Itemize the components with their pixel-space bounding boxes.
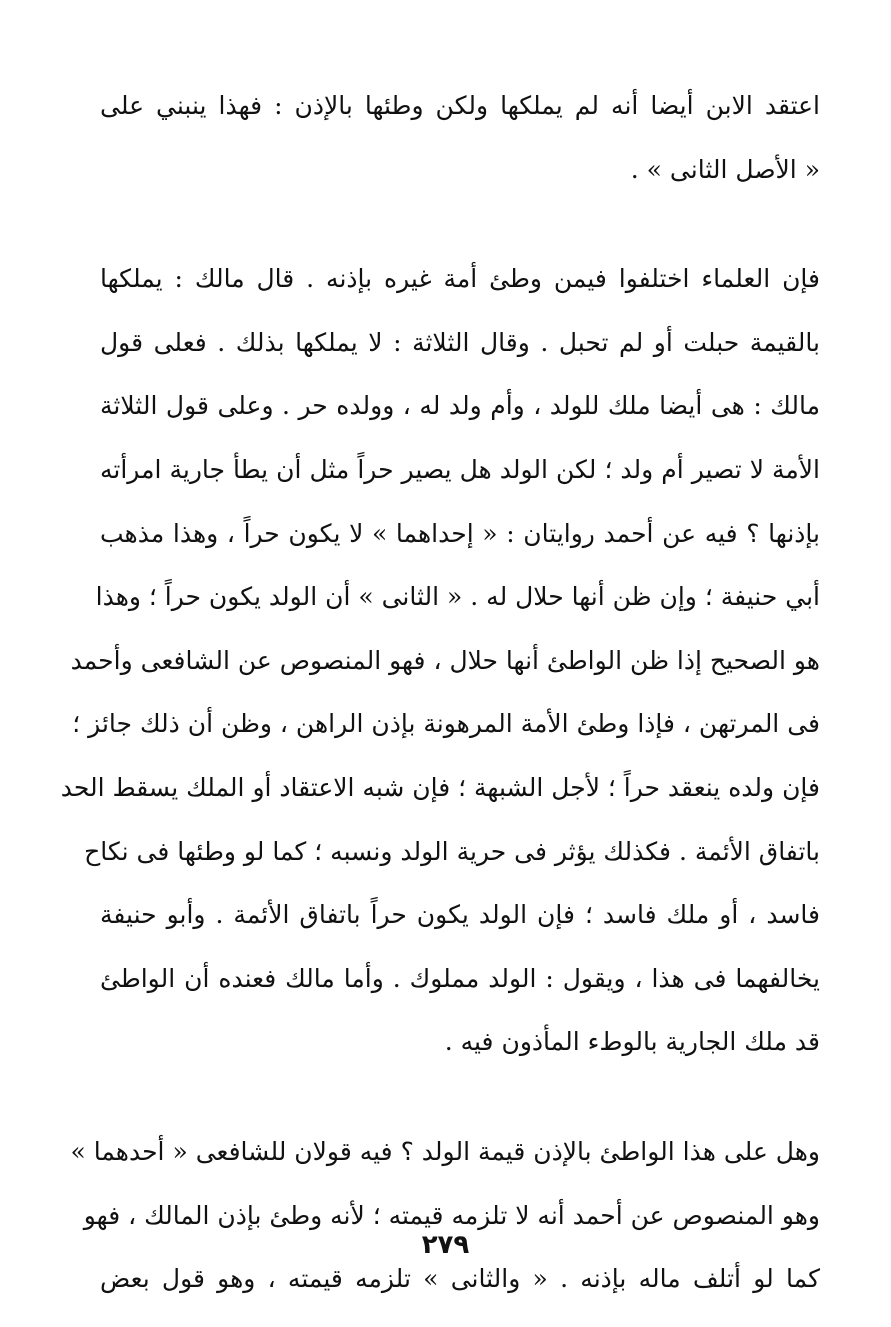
paragraph-spacer <box>100 201 820 247</box>
page-number: ٢٧٩ <box>421 1230 470 1260</box>
text-line: « الأصل الثانى » . <box>630 154 820 184</box>
text-line: بالقيمة حبلت أو لم تحبل . وقال الثلاثة : لا يملكها بذلك . فعلى قول <box>100 327 820 357</box>
text-line: فإن ولده ينعقد حراً ؛ لأجل الشبهة ؛ فإن شبه الاعتقاد أو الملك يسقط الحد <box>60 772 820 802</box>
text-line: كما لو أتلف ماله بإذنه . « والثانى » تلزمه قيمته ، وهو قول بعض <box>100 1264 820 1294</box>
text-line: وهل على هذا الواطئ بالإذن قيمة الولد ؟ فيه قولان للشافعى « أحدهما » <box>70 1136 820 1166</box>
text-line: مالك : هى أيضا ملك للولد ، وأم ولد له ، وولده حر . وعلى قول الثلاثة <box>100 391 820 421</box>
paragraph-3 <box>70 1120 820 1311</box>
paragraph-2 <box>60 247 820 1074</box>
text-line: فإن العلماء اختلفوا فيمن وطئ أمة غيره بإذنه . قال مالك : يملكها <box>100 264 820 294</box>
text-line: وهو المنصوص عن أحمد أنه لا تلزمه قيمته ؛ لأنه وطئ بإذن المالك ، فهو <box>83 1200 820 1230</box>
text-line: بإذنها ؟ فيه عن أحمد روايتان : « إحداهما » لا يكون حراً ، وهذا مذهب <box>100 518 820 548</box>
paragraph-1 <box>100 74 820 201</box>
text-line: اعتقد الابن أيضا أنه لم يملكها ولكن وطئها بالإذن : فهذا ينبني على <box>100 91 820 120</box>
page-body <box>60 74 820 1311</box>
text-line: فى المرتهن ، فإذا وطئ الأمة المرهونة بإذن الراهن ، وظن أن ذلك جائز ؛ <box>72 709 820 739</box>
text-line: فاسد ، أو ملك فاسد ؛ فإن الولد يكون حراً باتفاق الأئمة . وأبو حنيفة <box>100 900 820 930</box>
text-line: يخالفهما فى هذا ، ويقول : الولد مملوك . وأما مالك فعنده أن الواطئ <box>100 963 820 993</box>
paragraph-spacer <box>100 1074 820 1120</box>
text-line: الأمة لا تصير أم ولد ؛ لكن الولد هل يصير حراً مثل أن يطأ جارية امرأته <box>100 454 820 484</box>
text-line: قد ملك الجارية بالوطء المأذون فيه . <box>444 1027 820 1057</box>
text-line: باتفاق الأئمة . فكذلك يؤثر فى حرية الولد ونسبه ؛ كما لو وطئها فى نكاح <box>84 836 820 866</box>
text-line: هو الصحيح إذا ظن الواطئ أنها حلال ، فهو المنصوص عن الشافعى وأحمد <box>70 645 820 675</box>
text-line: أبي حنيفة ؛ وإن ظن أنها حلال له . « الثانى » أن الولد يكون حراً ؛ وهذا <box>95 582 820 612</box>
